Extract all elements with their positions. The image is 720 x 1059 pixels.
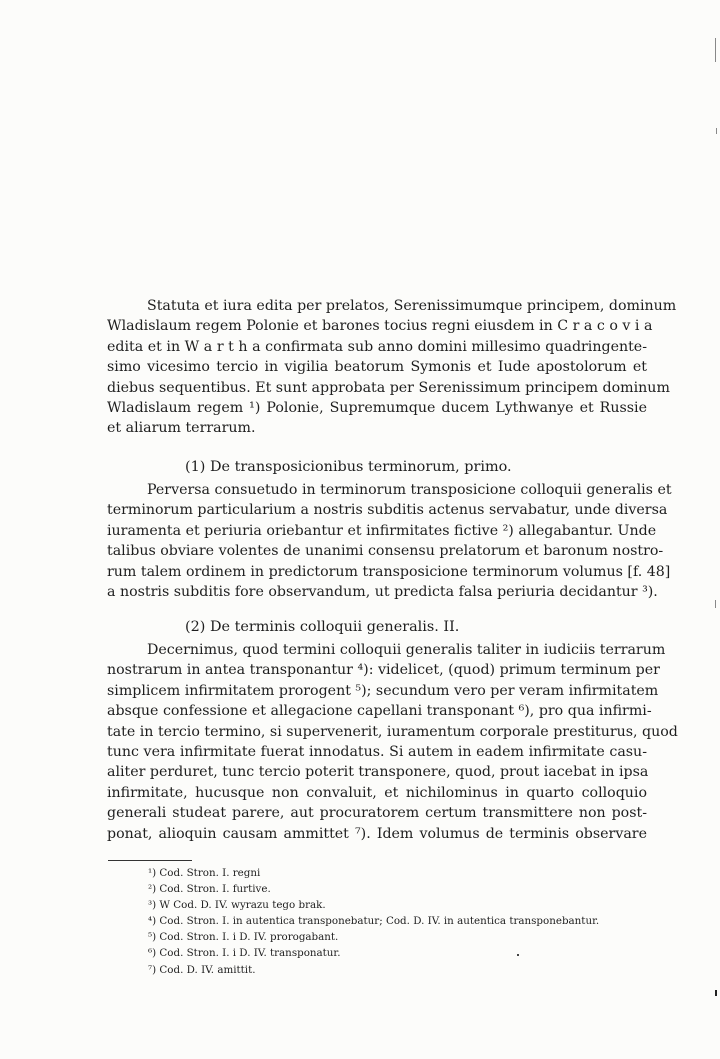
text-line: terminorum particularium a nostris subditis actenus servabatur, unde diversa <box>107 502 668 519</box>
scan-mark <box>716 128 717 134</box>
footnote: ⁷) Cod. D. IV. amittit. <box>148 963 256 976</box>
section-2-paragraph <box>107 640 678 844</box>
text-line: simplicem infirmitatem prorogent ⁵); secundum vero per veram infirmitatem <box>107 682 659 699</box>
footnote: ⁴) Cod. Stron. I. in autentica transponebatur; Cod. D. IV. in autentica transponebantur. <box>148 915 600 928</box>
text-line: et aliarum terrarum. <box>107 420 256 437</box>
text-line: iuramenta et periuria oriebantur et infirmitates fictive ²) allegabantur. Unde <box>107 522 657 539</box>
footnote: ¹) Cod. Stron. I. regni <box>148 867 261 879</box>
footnote: ⁶) Cod. Stron. I. i D. IV. transponatur. <box>148 947 341 960</box>
text-line: Wladislaum regem Polonie et barones tocius regni eiusdem in C r a c o v i a <box>107 318 653 335</box>
text-line: talibus obviare volentes de unanimi consensu prelatorum et baronum nostro- <box>107 543 664 560</box>
scan-mark <box>715 600 716 608</box>
text-line: diebus sequentibus. Et sunt approbata per Serenissimum principem dominum <box>107 379 670 396</box>
text-line: ponat, alioquin causam ammittet ⁷). Idem volumus de terminis observare <box>107 825 647 842</box>
footnotes <box>148 860 668 978</box>
text-line: nostrarum in antea transponantur ⁴): videlicet, (quod) primum terminum per <box>107 662 660 679</box>
footnote-divider <box>108 860 192 861</box>
text-line: generali studeat parere, aut procuratorem certum transmittere non post- <box>107 805 647 822</box>
text-line: Wladislaum regem ¹) Polonie, Supremumque ducem Lythwanye et Russie <box>107 399 647 416</box>
text-line: rum talem ordinem in predictorum transposicione terminorum volumus [f. 48] <box>107 563 671 580</box>
section-2-heading: (2) De terminis colloquii generalis. II. <box>185 619 460 635</box>
scan-mark <box>517 954 519 956</box>
intro-paragraph <box>107 296 677 439</box>
footnote: ³) W Cod. D. IV. wyrazu tego brak. <box>148 899 326 912</box>
text-line: edita et in W a r t h a confirmata sub anno domini millesimo quadringente- <box>107 338 647 355</box>
text-line: Statuta et iura edita per prelatos, Serenissimumque principem, dominum <box>147 298 677 314</box>
text-line: tunc vera infirmitate fuerat innodatus. Si autem in eadem infirmitate casu- <box>107 743 647 760</box>
text-line: tate in tercio termino, si supervenerit, iuramentum corporale prestiturus, quod <box>107 723 678 740</box>
section-1-heading: (1) De transposicionibus terminorum, primo. <box>185 459 512 475</box>
footnote: ²) Cod. Stron. I. furtive. <box>148 883 271 896</box>
text-line: absque confessione et allegacione capellani transponant ⁶), pro qua infirmi- <box>107 703 652 720</box>
section-1-paragraph <box>107 480 672 602</box>
text-line: a nostris subditis fore observandum, ut predicta falsa periuria decidantur ³). <box>107 583 658 600</box>
text-line: Decernimus, quod termini colloquii generalis taliter in iudiciis terrarum <box>147 642 666 658</box>
text-line: simo vicesimo tercio in vigilia beatorum Symonis et Iude apostolorum et <box>107 359 647 376</box>
footnote: ⁵) Cod. Stron. I. i D. IV. prorogabant. <box>148 931 339 944</box>
text-line: Perversa consuetudo in terminorum transposicione colloquii generalis et <box>147 482 672 498</box>
scan-mark <box>715 38 716 62</box>
text-line: aliter perduret, tunc tercio poterit transponere, quod, prout iacebat in ipsa <box>107 764 649 781</box>
scan-mark <box>715 990 717 996</box>
text-line: infirmitate, hucusque non convaluit, et nichilominus in quarto colloquio <box>107 784 647 801</box>
